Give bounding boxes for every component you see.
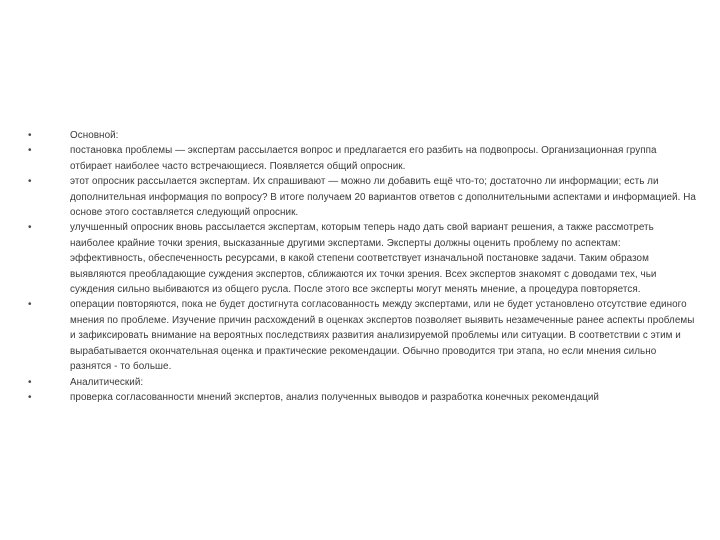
- bullet-dot-icon: •: [28, 376, 32, 388]
- bullet-text: этот опросник рассылается экспертам. Их спрашивают — можно ли добавить ещё что-то; достаточно ли информации; есть ли дополнительная информация по вопросу? В итоге получаем 20 вариантов ответов с дополнительными аспектами и информацией. На основе этого составляется следующий опросник.: [70, 176, 696, 219]
- bullet-text: Аналитический:: [70, 376, 144, 388]
- bullet-dot-icon: •: [28, 176, 32, 188]
- bullet-item-repeated-operations: [28, 297, 698, 374]
- bullet-dot-icon: •: [28, 130, 32, 141]
- bullet-text: операции повторяются, пока не будет достигнута согласованность между экспертами, или не будет установлено отсутствие единого мнения по проблеме. Изучение причин расхождений в оценках экспертов позволяет выявить незамеченные ранее аспекты проблемы и зафиксировать внимание на вероятных последствиях развития анализируемой проблемы или ситуации. В соответствии с этим и вырабатывается окончательная оценка и практические рекомендации. Обычно проводится три этапа, но если мнения сильно разнятся - то больше.: [70, 299, 695, 373]
- bullet-item-improved-questionnaire: [28, 220, 698, 297]
- bullet-list: [28, 128, 698, 405]
- bullet-text: проверка согласованности мнений экспертов, анализ полученных выводов и разработка конечных рекомендаций: [70, 391, 599, 403]
- bullet-dot-icon: •: [28, 145, 32, 157]
- bullet-item-primary-heading: [28, 128, 698, 143]
- bullet-text: Основной:: [70, 130, 119, 141]
- bullet-dot-icon: •: [28, 391, 32, 403]
- bullet-item-questionnaire: [28, 174, 698, 220]
- bullet-text: улучшенный опросник вновь рассылается экспертам, которым теперь надо дать свой вариант решения, а также рассмотреть наиболее крайние точки зрения, высказанные другими экспертами. Эксперты должны оценить проблему по аспектам: эффективность, обеспеченность ресурсами, в какой степени соответствует изначальной постановке задачи. Таким образом выявляются преобладающие суждения экспертов, сближаются их точки зрения. Всех экспертов знакомят с доводами тех, чьи суждения сильно выбиваются из общего русла. После этого все эксперты могут менять мнение, а процедура повторяется.: [70, 222, 657, 296]
- bullet-item-problem-statement: [28, 143, 698, 174]
- bullet-item-analytical-heading: [28, 375, 698, 390]
- bullet-text: постановка проблемы — экспертам рассылается вопрос и предлагается его разбить на подвопросы. Организационная группа отбирает наиболее часто встречающиеся. Появляется общий опросник.: [70, 145, 657, 172]
- bullet-dot-icon: •: [28, 222, 32, 234]
- bullet-dot-icon: •: [28, 299, 32, 311]
- bullet-item-consistency-check: [28, 390, 698, 405]
